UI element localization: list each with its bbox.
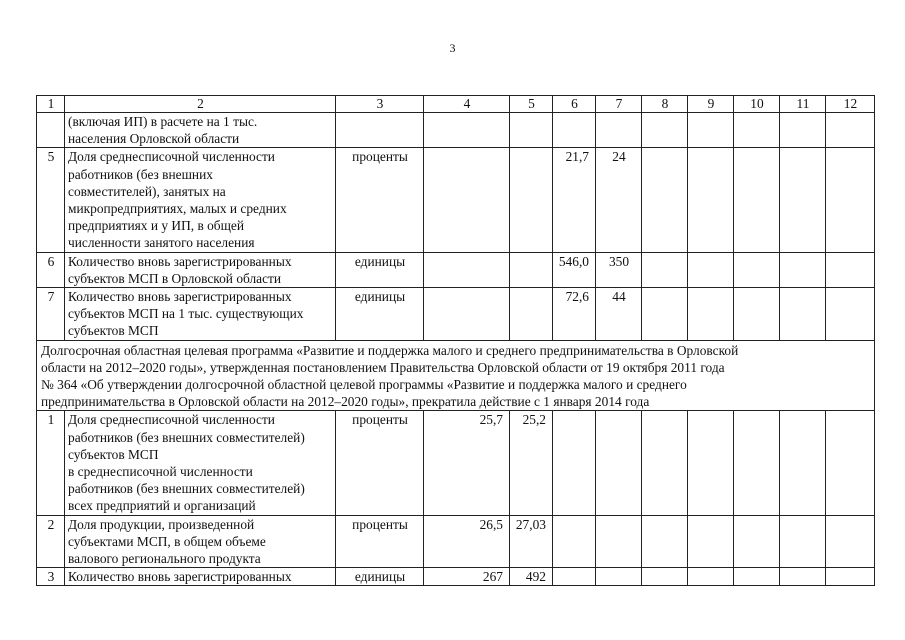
value-col-8 <box>642 113 688 148</box>
section-note-line: области на 2012–2020 годы», утвержденная постановлением Правительства Орловской области от 19 октября 2011 года <box>41 359 725 375</box>
table-row <box>37 148 875 252</box>
section-row <box>37 340 875 411</box>
value-col-5 <box>510 148 553 252</box>
value-col-6 <box>553 515 596 568</box>
value-col-6 <box>553 113 596 148</box>
indicator-name-line: валового регионального продукта <box>68 551 261 567</box>
indicator-name-line: численности занятого населения <box>68 235 255 251</box>
value-col-9 <box>688 252 734 287</box>
indicator-name-line: Доля среднесписочной численности <box>68 149 275 165</box>
row-number: 7 <box>37 288 65 341</box>
value-col-4 <box>424 148 510 252</box>
value-col-8 <box>642 148 688 252</box>
table-row <box>37 568 875 586</box>
unit-cell: проценты <box>336 411 424 515</box>
value-col-9 <box>688 113 734 148</box>
row-number: 1 <box>37 411 65 515</box>
value-col-7 <box>596 568 642 586</box>
value-col-12 <box>826 252 875 287</box>
column-header-3: 3 <box>336 96 424 113</box>
value-col-9 <box>688 148 734 252</box>
value-col-6: 546,0 <box>553 252 596 287</box>
value-col-4: 26,5 <box>424 515 510 568</box>
column-header-11: 11 <box>780 96 826 113</box>
value-col-6 <box>553 568 596 586</box>
indicator-name-line: населения Орловской области <box>68 131 240 147</box>
value-col-7 <box>596 113 642 148</box>
indicators-table <box>36 95 875 586</box>
page-number: 3 <box>449 41 456 55</box>
column-header-8: 8 <box>642 96 688 113</box>
column-header-2: 2 <box>65 96 336 113</box>
indicator-name <box>65 252 336 287</box>
indicator-name-line: работников (без внешних совместителей) <box>68 481 305 497</box>
value-col-9 <box>688 568 734 586</box>
indicator-name-line: в среднесписочной численности <box>68 464 253 480</box>
value-col-7 <box>596 411 642 515</box>
value-col-11 <box>780 252 826 287</box>
table-row <box>37 288 875 341</box>
indicator-name-line: Доля среднесписочной численности <box>68 412 275 428</box>
table-row <box>37 252 875 287</box>
value-col-4 <box>424 113 510 148</box>
value-col-10 <box>734 288 780 341</box>
value-col-12 <box>826 288 875 341</box>
indicator-name-line: субъектов МСП <box>68 446 159 462</box>
indicator-name <box>65 411 336 515</box>
indicator-name-line: субъектов МСП в Орловской области <box>68 270 282 286</box>
indicator-name-line: Количество вновь зарегистрированных <box>68 253 292 269</box>
value-col-7: 24 <box>596 148 642 252</box>
column-header-5: 5 <box>510 96 553 113</box>
value-col-8 <box>642 288 688 341</box>
value-col-6: 72,6 <box>553 288 596 341</box>
value-col-8 <box>642 568 688 586</box>
column-header-9: 9 <box>688 96 734 113</box>
value-col-5: 25,2 <box>510 411 553 515</box>
value-col-9 <box>688 411 734 515</box>
row-number: 2 <box>37 515 65 568</box>
value-col-10 <box>734 568 780 586</box>
value-col-10 <box>734 252 780 287</box>
unit-cell <box>336 113 424 148</box>
indicator-name <box>65 288 336 341</box>
value-col-10 <box>734 515 780 568</box>
value-col-11 <box>780 568 826 586</box>
row-number: 5 <box>37 148 65 252</box>
value-col-12 <box>826 148 875 252</box>
value-col-11 <box>780 113 826 148</box>
column-header-4: 4 <box>424 96 510 113</box>
value-col-9 <box>688 515 734 568</box>
unit-cell: единицы <box>336 568 424 586</box>
row-number <box>37 113 65 148</box>
column-header-12: 12 <box>826 96 875 113</box>
value-col-12 <box>826 113 875 148</box>
value-col-12 <box>826 515 875 568</box>
value-col-5 <box>510 252 553 287</box>
column-header-1: 1 <box>37 96 65 113</box>
value-col-12 <box>826 411 875 515</box>
indicator-name <box>65 113 336 148</box>
value-col-7: 350 <box>596 252 642 287</box>
indicator-name-line: Количество вновь зарегистрированных <box>68 289 292 305</box>
indicator-name-line: (включая ИП) в расчете на 1 тыс. <box>68 114 258 129</box>
section-note-line: № 364 «Об утверждении долгосрочной областной целевой программы «Развитие и поддержка малого и среднего <box>41 377 687 393</box>
value-col-8 <box>642 411 688 515</box>
value-col-5 <box>510 288 553 341</box>
value-col-4 <box>424 288 510 341</box>
value-col-11 <box>780 515 826 568</box>
value-col-10 <box>734 148 780 252</box>
value-col-6 <box>553 411 596 515</box>
value-col-7 <box>596 515 642 568</box>
section-note-line: Долгосрочная областная целевая программа «Развитие и поддержка малого и среднего предпринимательства в Орловской <box>41 342 739 358</box>
value-col-6: 21,7 <box>553 148 596 252</box>
indicator-name-line: Доля продукции, произведенной <box>68 516 255 532</box>
value-col-8 <box>642 515 688 568</box>
value-col-4: 267 <box>424 568 510 586</box>
value-col-11 <box>780 288 826 341</box>
indicator-name-line: совместителей), занятых на <box>68 183 226 199</box>
indicator-name <box>65 515 336 568</box>
indicator-name-line: Количество вновь зарегистрированных <box>68 569 292 585</box>
indicator-name-line: работников (без внешних <box>68 166 213 182</box>
indicator-name-line: предприятиях и у ИП, в общей <box>68 218 245 234</box>
column-header-10: 10 <box>734 96 780 113</box>
value-col-5: 492 <box>510 568 553 586</box>
value-col-11 <box>780 148 826 252</box>
unit-cell: проценты <box>336 148 424 252</box>
table-row <box>37 411 875 515</box>
indicator-name-line: всех предприятий и организаций <box>68 498 256 514</box>
value-col-10 <box>734 411 780 515</box>
indicator-name-line: субъектами МСП, в общем объеме <box>68 533 266 549</box>
indicator-name <box>65 148 336 252</box>
indicator-name-line: работников (без внешних совместителей) <box>68 429 305 445</box>
column-header-6: 6 <box>553 96 596 113</box>
value-col-9 <box>688 288 734 341</box>
value-col-4: 25,7 <box>424 411 510 515</box>
unit-cell: единицы <box>336 288 424 341</box>
value-col-5: 27,03 <box>510 515 553 568</box>
row-number: 6 <box>37 252 65 287</box>
unit-cell: проценты <box>336 515 424 568</box>
section-note-line: предпринимательства в Орловской области на 2012–2020 годы», прекратила действие с 1 января 2014 года <box>41 394 650 410</box>
column-header-row <box>37 96 875 113</box>
value-col-12 <box>826 568 875 586</box>
value-col-5 <box>510 113 553 148</box>
value-col-8 <box>642 252 688 287</box>
column-header-7: 7 <box>596 96 642 113</box>
table-row <box>37 113 875 148</box>
indicator-name-line: субъектов МСП на 1 тыс. существующих <box>68 306 304 322</box>
row-number: 3 <box>37 568 65 586</box>
unit-cell: единицы <box>336 252 424 287</box>
indicator-name <box>65 568 336 586</box>
indicator-name-line: субъектов МСП <box>68 323 159 339</box>
value-col-10 <box>734 113 780 148</box>
value-col-4 <box>424 252 510 287</box>
indicator-name-line: микропредприятиях, малых и средних <box>68 201 287 217</box>
value-col-11 <box>780 411 826 515</box>
value-col-7: 44 <box>596 288 642 341</box>
section-note <box>37 340 875 411</box>
table-row <box>37 515 875 568</box>
